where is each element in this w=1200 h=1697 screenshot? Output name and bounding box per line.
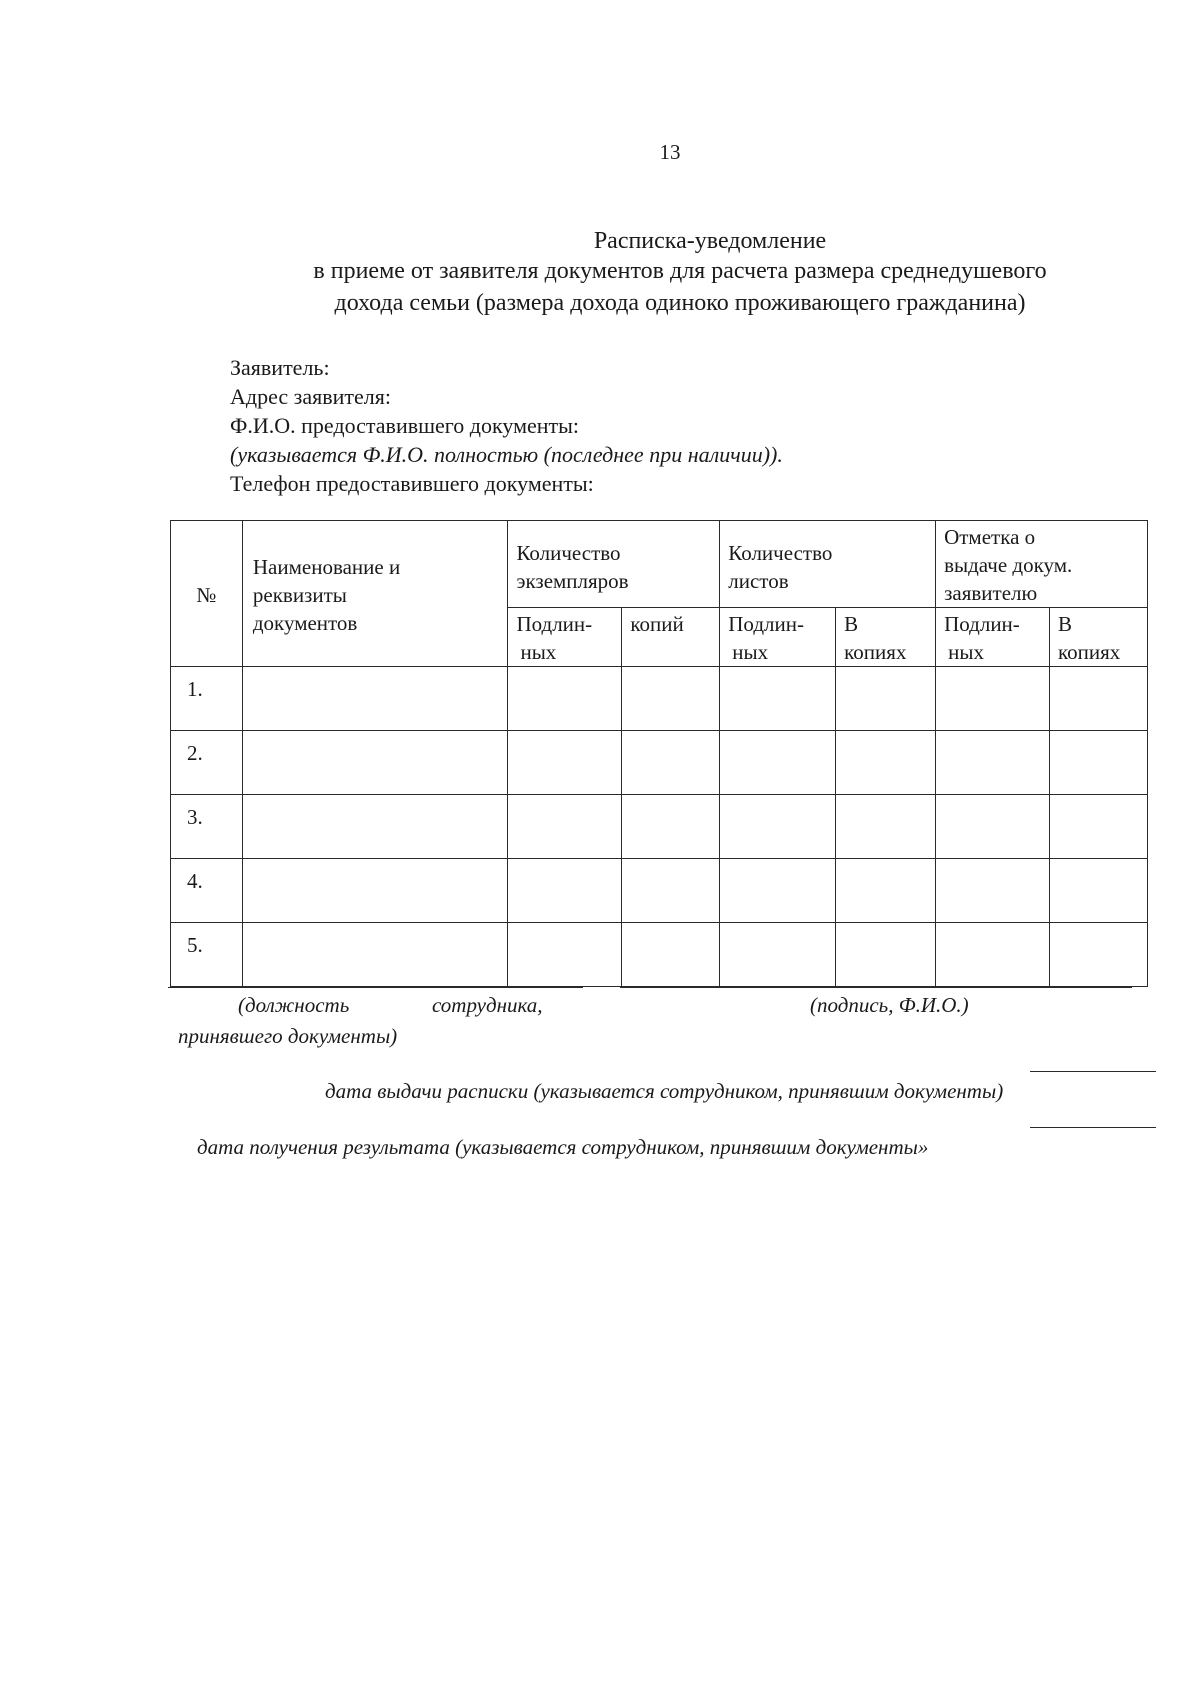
cell-mark-in-copies: [1050, 923, 1148, 987]
cell-sheets-in-copies: [836, 795, 936, 859]
cell-mark-in-copies: [1050, 795, 1148, 859]
issue-date-line: [1030, 1071, 1156, 1072]
cell-mark-originals: [936, 731, 1050, 795]
column-header-document-name: [242, 521, 508, 667]
column-header-copies-count: [508, 521, 720, 608]
cell-copies-copies: [622, 923, 720, 987]
subheader-sheets-originals-line-2: ных: [732, 640, 769, 664]
row-number: 4.: [171, 859, 243, 923]
column-header-sheets-count: [720, 521, 936, 608]
cell-document-name: [242, 731, 508, 795]
table-row: [171, 795, 1148, 859]
signature-fio-label: (подпись, Ф.И.О.): [810, 993, 969, 1017]
subheader-mark-originals-line-2: ных: [948, 640, 984, 664]
cell-mark-in-copies: [1050, 859, 1148, 923]
cell-copies-copies: [622, 795, 720, 859]
column-header-document-name-line-2: реквизиты: [252, 582, 347, 607]
submitter-fio-note: (указывается Ф.И.О. полностью (последнее при наличии)).: [230, 442, 783, 467]
cell-mark-in-copies: [1050, 731, 1148, 795]
cell-mark-originals: [936, 795, 1050, 859]
row-number: 2.: [171, 731, 243, 795]
subheader-sheets-in-copies: [836, 608, 936, 667]
cell-document-name: [242, 859, 508, 923]
cell-sheets-in-copies: [836, 731, 936, 795]
cell-sheets-in-copies: [836, 923, 936, 987]
applicant-label: Заявитель:: [230, 355, 330, 380]
applicant-info: [230, 353, 1130, 498]
table-row: [171, 731, 1148, 795]
column-header-issue-mark: [936, 521, 1148, 608]
subheader-sheets-in-copies-line-1: В: [844, 612, 859, 636]
column-header-copies-count-line-2: экземпляров: [516, 569, 629, 593]
subheader-sheets-originals-line-1: Подлин-: [728, 612, 804, 636]
column-header-issue-mark-line-1: Отметка о: [944, 525, 1036, 549]
cell-copies-copies: [622, 859, 720, 923]
cell-mark-originals: [936, 667, 1050, 731]
page-number: 13: [659, 140, 681, 164]
position-label-part-a: (должность: [238, 993, 350, 1017]
cell-sheets-originals: [720, 667, 836, 731]
submitter-fio-label: Ф.И.О. предоставившего документы:: [230, 413, 580, 438]
column-header-sheets-count-line-1: Количество: [728, 541, 833, 565]
subheader-copies-copies: копий: [622, 608, 720, 667]
subheader-mark-in-copies: [1050, 608, 1148, 667]
subheader-mark-in-copies-line-1: В: [1058, 612, 1073, 636]
column-header-number: №: [171, 521, 243, 667]
cell-document-name: [242, 923, 508, 987]
cell-copies-originals: [508, 667, 622, 731]
subheader-mark-originals-line-1: Подлин-: [944, 612, 1020, 636]
subtitle-line-1: в приеме от заявителя документов для расчета размера среднедушевого: [313, 258, 1047, 284]
subheader-copies-originals-line-2: ных: [520, 640, 557, 664]
document-title: Расписка-уведомление: [593, 228, 827, 254]
column-header-copies-count-line-1: Количество: [516, 541, 621, 565]
issue-date-label: дата выдачи расписки (указывается сотрудником, принявшим документы): [325, 1079, 1004, 1103]
subheader-sheets-originals: [720, 608, 836, 667]
signature-fio-line: [620, 987, 1132, 988]
row-number: 5.: [171, 923, 243, 987]
table-row: [171, 859, 1148, 923]
cell-sheets-in-copies: [836, 667, 936, 731]
position-label-line-2: принявшего документы): [178, 1024, 398, 1048]
subheader-copies-originals: [508, 608, 622, 667]
subheader-mark-originals: [936, 608, 1050, 667]
cell-copies-originals: [508, 923, 622, 987]
result-date-label: дата получения результата (указывается сотрудником, принявшим документы»: [197, 1135, 929, 1159]
applicant-address-label: Адрес заявителя:: [230, 384, 391, 409]
subheader-mark-in-copies-line-2: копиях: [1058, 640, 1121, 664]
column-header-issue-mark-line-3: заявителю: [944, 581, 1038, 605]
cell-sheets-originals: [720, 731, 836, 795]
cell-mark-in-copies: [1050, 667, 1148, 731]
cell-copies-originals: [508, 731, 622, 795]
cell-sheets-in-copies: [836, 859, 936, 923]
cell-document-name: [242, 667, 508, 731]
cell-document-name: [242, 795, 508, 859]
table-row: [171, 923, 1148, 987]
row-number: 3.: [171, 795, 243, 859]
row-number: 1.: [171, 667, 243, 731]
subheader-sheets-in-copies-line-2: копиях: [844, 640, 907, 664]
column-header-document-name-line-1: Наименование и: [252, 554, 401, 579]
document-subtitle: [230, 255, 1130, 319]
cell-mark-originals: [936, 859, 1050, 923]
cell-copies-originals: [508, 859, 622, 923]
cell-sheets-originals: [720, 923, 836, 987]
table-row: [171, 667, 1148, 731]
cell-sheets-originals: [720, 795, 836, 859]
position-signature-line: [168, 987, 583, 988]
column-header-sheets-count-line-2: листов: [728, 569, 789, 593]
submitter-phone-label: Телефон предоставившего документы:: [230, 471, 594, 496]
column-header-document-name-line-3: документов: [252, 610, 358, 635]
cell-copies-copies: [622, 731, 720, 795]
column-header-issue-mark-line-2: выдаче докум.: [944, 553, 1073, 577]
result-date-line: [1030, 1127, 1156, 1128]
subtitle-line-2: дохода семьи (размера дохода одиноко проживающего гражданина): [334, 290, 1026, 316]
cell-copies-copies: [622, 667, 720, 731]
position-label-part-b: сотрудника,: [432, 993, 543, 1017]
cell-mark-originals: [936, 923, 1050, 987]
cell-copies-originals: [508, 795, 622, 859]
subheader-copies-originals-line-1: Подлин-: [516, 612, 593, 636]
cell-sheets-originals: [720, 859, 836, 923]
documents-table: [170, 520, 1148, 987]
